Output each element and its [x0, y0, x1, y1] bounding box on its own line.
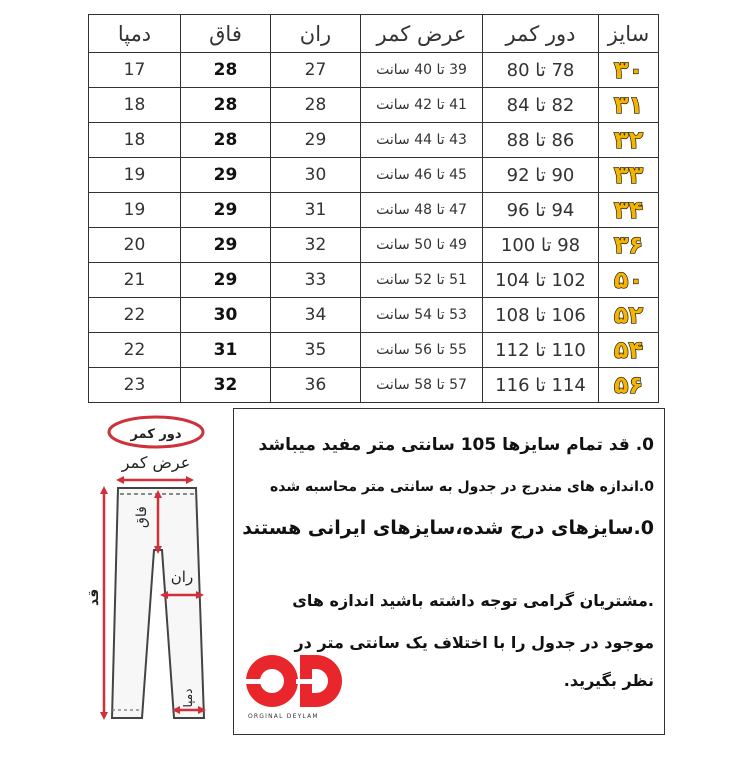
cell-waist: 94 تا 96 — [483, 193, 599, 228]
header-thigh: ران — [271, 15, 361, 53]
notes-box — [233, 408, 665, 735]
cell-waist: 110 تا 112 — [483, 333, 599, 368]
header-size: سایز — [599, 15, 659, 53]
cell-rise: 30 — [181, 298, 271, 333]
cell-hem: 22 — [89, 333, 181, 368]
cell-width: 53 تا 54 سانت — [361, 298, 483, 333]
note-line-3: 0.سایزهای درج شده،سایزهای ایرانی هستند — [242, 517, 654, 539]
cell-width: 43 تا 44 سانت — [361, 123, 483, 158]
waist-label: دور کمر — [130, 427, 182, 442]
brand-logo — [242, 653, 352, 725]
cell-size: ۳۴ — [599, 193, 659, 228]
hem-label: دمپا — [181, 688, 195, 708]
header-rise: فاق — [181, 15, 271, 53]
cell-thigh: 29 — [271, 123, 361, 158]
cell-hem: 21 — [89, 263, 181, 298]
cell-thigh: 34 — [271, 298, 361, 333]
table-row — [89, 193, 659, 228]
cell-waist: 82 تا 84 — [483, 88, 599, 123]
cell-width: 39 تا 40 سانت — [361, 53, 483, 88]
cell-width: 51 تا 52 سانت — [361, 263, 483, 298]
pants-drawing — [88, 410, 228, 740]
cell-hem: 22 — [89, 298, 181, 333]
rise-label: فاق — [134, 506, 150, 528]
cell-waist: 114 تا 116 — [483, 368, 599, 403]
length-label: قد — [86, 588, 102, 606]
table-row — [89, 123, 659, 158]
cell-width: 41 تا 42 سانت — [361, 88, 483, 123]
table-row — [89, 298, 659, 333]
cell-rise: 29 — [181, 263, 271, 298]
cell-width: 45 تا 46 سانت — [361, 158, 483, 193]
cell-size: ۵۶ — [599, 368, 659, 403]
cell-thigh: 30 — [271, 158, 361, 193]
cell-rise: 28 — [181, 53, 271, 88]
table-row — [89, 368, 659, 403]
cell-thigh: 31 — [271, 193, 361, 228]
cell-size: ۳۶ — [599, 228, 659, 263]
cell-size: ۳۱ — [599, 88, 659, 123]
table-row — [89, 333, 659, 368]
cell-rise: 31 — [181, 333, 271, 368]
cell-hem: 19 — [89, 193, 181, 228]
cell-waist: 90 تا 92 — [483, 158, 599, 193]
cell-hem: 18 — [89, 123, 181, 158]
cell-thigh: 32 — [271, 228, 361, 263]
size-table-wrapper — [88, 14, 658, 403]
size-table — [88, 14, 659, 403]
cell-rise: 29 — [181, 228, 271, 263]
od-logo-icon — [242, 653, 352, 713]
cell-width: 49 تا 50 سانت — [361, 228, 483, 263]
cell-waist: 102 تا 104 — [483, 263, 599, 298]
cell-size: ۳۲ — [599, 123, 659, 158]
width-label: عرض کمر — [121, 453, 191, 472]
cell-waist: 98 تا 100 — [483, 228, 599, 263]
table-row — [89, 158, 659, 193]
cell-hem: 18 — [89, 88, 181, 123]
cell-thigh: 27 — [271, 53, 361, 88]
pants-diagram — [88, 410, 228, 740]
cell-thigh: 35 — [271, 333, 361, 368]
cell-thigh: 36 — [271, 368, 361, 403]
header-width: عرض کمر — [361, 15, 483, 53]
cell-waist: 86 تا 88 — [483, 123, 599, 158]
table-body — [89, 53, 659, 403]
cell-width: 55 تا 56 سانت — [361, 333, 483, 368]
cell-rise: 28 — [181, 123, 271, 158]
cell-waist: 78 تا 80 — [483, 53, 599, 88]
cell-size: ۳۳ — [599, 158, 659, 193]
cell-hem: 23 — [89, 368, 181, 403]
table-row — [89, 228, 659, 263]
table-header-row — [89, 15, 659, 53]
note-line-2: 0.اندازه های مندرج در جدول به سانتی متر محاسبه شده — [270, 479, 654, 495]
note-line-1: 0. قد تمام سایزها 105 سانتی متر مفید میباشد — [258, 435, 654, 455]
cell-thigh: 33 — [271, 263, 361, 298]
cell-width: 57 تا 58 سانت — [361, 368, 483, 403]
table-row — [89, 263, 659, 298]
cell-rise: 32 — [181, 368, 271, 403]
table-row — [89, 88, 659, 123]
cell-hem: 19 — [89, 158, 181, 193]
cell-thigh: 28 — [271, 88, 361, 123]
thigh-label: ران — [170, 568, 194, 586]
cell-waist: 106 تا 108 — [483, 298, 599, 333]
table-row — [89, 53, 659, 88]
note-line-4: .مشتریان گرامی توجه داشته باشید اندازه های — [292, 591, 654, 610]
note-line-6: نظر بگیرید. — [563, 671, 654, 690]
cell-hem: 20 — [89, 228, 181, 263]
cell-size: ۵۰ — [599, 263, 659, 298]
header-waist: دور کمر — [483, 15, 599, 53]
cell-size: ۵۴ — [599, 333, 659, 368]
cell-width: 47 تا 48 سانت — [361, 193, 483, 228]
note-line-5: موجود در جدول را با اختلاف یک سانتی متر در — [294, 633, 654, 652]
cell-size: ۳۰ — [599, 53, 659, 88]
cell-rise: 29 — [181, 193, 271, 228]
logo-text: ORGINAL DEYLAM — [248, 713, 319, 720]
cell-size: ۵۲ — [599, 298, 659, 333]
cell-rise: 29 — [181, 158, 271, 193]
header-hem: دمپا — [89, 15, 181, 53]
cell-hem: 17 — [89, 53, 181, 88]
cell-rise: 28 — [181, 88, 271, 123]
